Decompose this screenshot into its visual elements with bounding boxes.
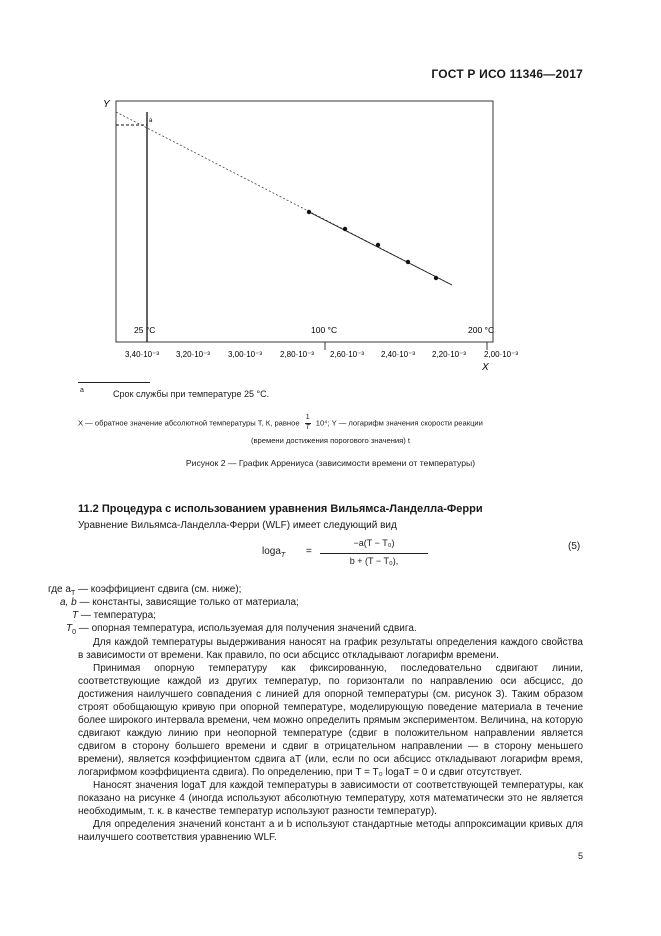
legend-part2: 10⁴; Y — логарифм значения скорости реакции: [315, 418, 483, 428]
legend-fraction: [305, 414, 311, 433]
data-point: [343, 227, 347, 231]
definition-item: T — температура;: [72, 610, 156, 621]
x-tick: 2,00·10⁻³: [484, 350, 519, 359]
x-tick: 2,80·10⁻³: [280, 350, 315, 359]
x-tick: 2,60·10⁻³: [330, 350, 365, 359]
marker-a: a: [149, 118, 153, 124]
definition-item: a, b — константы, зависящие только от материала;: [60, 597, 299, 608]
formula-fraction-bar: [320, 553, 428, 554]
definition-item: $T_0$ — опорная температура, используемая для получения значений сдвига.: [66, 623, 417, 636]
footnote-text: Срок службы при температуре 25 °C.: [113, 389, 270, 399]
footnote-mark: a: [80, 387, 84, 394]
paragraph: Принимая опорную температуру как фиксированную, последовательно сдвигают линии, соответствующие каждой из других температур, по горизонтали по направлению оси абсцисс, до достижения наилучшего совпадения с линией для опорной температуры (см. рисунок 3). Таким образом строят обобщающую кривую при опорной температуре, моделирующую поведение материала в течение более широкого интервала времени, чем можно определить прямым экспериментом. Величина, на которую сдвигают каждую линию при неопорной температуре (сдвиг в положительном направлении является сдвигом в сторону большего времени и сдвиг в отрицательном направлении — в сторону меньшего времени), является коэффициентом сдвига aT (или, если по оси абсцисс откладывают логарифм время, логарифмом коэффициента сдвига). По определению, при T = T₀ logaT = 0 и сдвиг отсутствует.: [78, 663, 583, 778]
data-point: [406, 260, 410, 264]
x-tick: 3,20·10⁻³: [176, 350, 211, 359]
footnote-divider: [78, 382, 150, 383]
legend-line2: (времени достижения порогового значения) t: [250, 436, 411, 445]
y-axis-label: Y: [103, 99, 110, 110]
paragraph: Наносят значения logaT для каждой температуры в зависимости от соответствующей температуры, как показано на рисунке 4 (иногда используют абсолютную температуру, хотя математически это не является необходимым, т. к. в качестве температур используют разности температур).: [78, 780, 583, 817]
x-tick: 2,20·10⁻³: [432, 350, 467, 359]
data-point: [376, 243, 380, 247]
legend-frac-num: 1: [305, 414, 311, 424]
data-point: [434, 276, 438, 280]
definition-item: где $a_T$ — коэффициент сдвига (см. ниже);: [48, 584, 242, 597]
formula-equals: =: [306, 546, 312, 557]
body-paragraphs: [78, 636, 583, 844]
page-number: 5: [577, 851, 583, 861]
arrhenius-plot: [0, 0, 661, 380]
x-axis-label: X: [482, 362, 489, 373]
temp-label-25: 25 °C: [134, 325, 156, 335]
paragraph: Для определения значений констант a и b используют стандартные методы аппроксимации кривых для наилучшего соответствия уравнению WLF.: [78, 819, 583, 843]
formula-denominator: b + (T − T₀),: [349, 556, 399, 566]
standard-header: ГОСТ Р ИСО 11346—2017: [431, 67, 583, 81]
plot-frame: [116, 101, 493, 342]
equation-number: (5): [568, 541, 581, 552]
legend-part1: X — обратное значение абсолютной температуры T, К, равное: [78, 418, 300, 428]
figure-legend: [78, 414, 598, 433]
paragraph: Для каждой температуры выдерживания наносят на график результаты определения каждого свойства в зависимости от времени. Как правило, по оси абсцисс откладывают логарифм времени.: [78, 637, 583, 661]
formula-numerator: −a(T − T₀): [353, 538, 395, 548]
formula-lhs: loga$_T$: [262, 546, 286, 559]
temp-label-100: 100 °C: [311, 325, 338, 335]
data-point: [307, 210, 311, 214]
fit-line: [309, 212, 452, 285]
figure-caption: Рисунок 2 — График Аррениуса (зависимости времени от температуры): [185, 458, 476, 468]
section-heading: 11.2 Процедура с использованием уравнения Вильямса-Ланделла-Ферри: [78, 503, 483, 515]
temp-label-200: 200 °C: [468, 325, 495, 335]
x-tick: 2,40·10⁻³: [381, 350, 416, 359]
section-intro: Уравнение Вильямса-Ланделла-Ферри (WLF) имеет следующий вид: [78, 520, 397, 531]
x-tick: 3,40·10⁻³: [125, 350, 160, 359]
x-tick: 3,00·10⁻³: [228, 350, 263, 359]
legend-frac-den: T: [305, 423, 310, 431]
